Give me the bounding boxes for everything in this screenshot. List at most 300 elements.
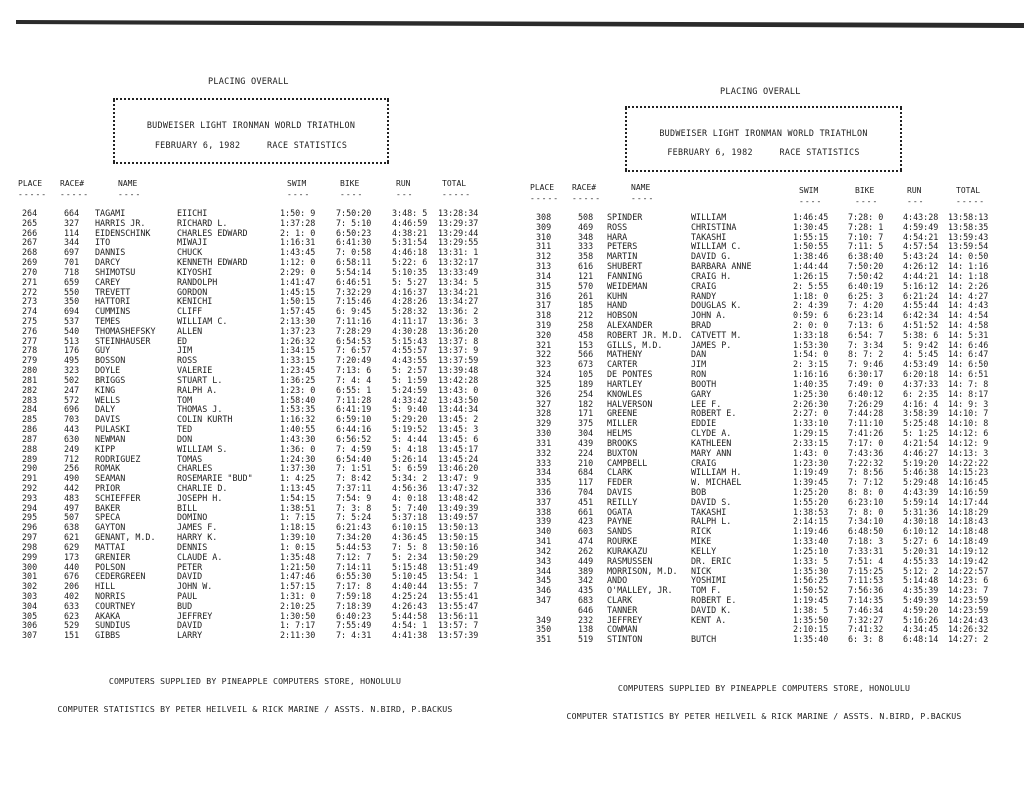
first-name: THOMAS J.	[177, 404, 223, 415]
run-time: 4: 0:18	[392, 492, 428, 503]
first-name: DAVID S.	[691, 496, 732, 507]
bike-time: 7: 4:31	[336, 630, 372, 641]
bike-time: 7:20:49	[336, 355, 372, 366]
swim-time: 1:25:20	[793, 486, 829, 497]
place: 272	[22, 286, 38, 297]
total-time: 14: 7: 8	[948, 378, 989, 389]
total-time: 13:55: 7	[438, 581, 479, 592]
first-name: LARRY	[177, 630, 203, 641]
first-name: STUART L.	[177, 374, 223, 385]
run-time: 7: 5: 8	[392, 541, 428, 552]
swim-time: 1:45:15	[280, 286, 316, 297]
bike-time: 7:32:29	[336, 286, 372, 297]
run-time: 5:19:52	[392, 424, 428, 435]
run-time: 5:38: 6	[903, 329, 939, 340]
run-time: 5: 7:40	[392, 502, 428, 513]
bike-time: 7:15:25	[848, 565, 884, 576]
bike-time: 7:50:42	[848, 270, 884, 281]
run-time: 4:59:20	[903, 604, 939, 615]
race-no: 206	[64, 581, 80, 592]
swim-time: 2: 3:15	[793, 359, 829, 370]
total-time: 14:12: 9	[948, 437, 989, 448]
last-name: RODRIGUEZ	[95, 453, 141, 464]
race-no: 661	[578, 506, 594, 517]
run-time: 5:44:58	[392, 610, 428, 621]
place: 320	[536, 329, 552, 340]
first-name: BUTCH	[691, 634, 717, 645]
bike-time: 6:40:23	[336, 610, 372, 621]
run-time: 5:46:38	[903, 467, 939, 478]
race-no: 537	[64, 316, 80, 327]
place: 324	[536, 369, 552, 380]
bike-time: 7:28: 0	[848, 212, 884, 222]
race-no: 508	[578, 212, 594, 222]
total-time: 13:46:20	[438, 463, 479, 474]
last-name: MILLER	[607, 418, 638, 429]
run-time: 4:46:18	[392, 247, 428, 258]
place: 281	[22, 374, 38, 385]
race-no: 483	[64, 492, 80, 503]
run-time: 4:16: 4	[903, 398, 939, 409]
last-name: DAVIS	[95, 414, 121, 425]
first-name: BOOTH	[691, 378, 717, 389]
last-name: JEFFREY	[607, 614, 643, 625]
last-name: DALY	[95, 404, 116, 415]
race-no: 249	[64, 443, 80, 454]
first-name: EIICHI	[177, 208, 208, 218]
placing-overall-title: PLACING OVERALL	[208, 77, 289, 87]
race-no: 703	[64, 414, 80, 425]
last-name: HATTORI	[95, 296, 131, 307]
total-time: 14:23: 6	[948, 575, 989, 586]
run-time: 4:21:54	[903, 437, 939, 448]
last-name: AKAKA	[95, 610, 121, 621]
place: 317	[536, 300, 552, 311]
place: 343	[536, 555, 552, 566]
race-name: BUDWEISER LIGHT IRONMAN WORLD TRIATHLON	[659, 128, 868, 138]
swim-time: 1:40:55	[280, 424, 316, 435]
first-name: RON	[691, 369, 707, 380]
place: 332	[536, 447, 552, 458]
total-time: 14: 0:50	[948, 251, 989, 262]
first-name: DON	[177, 433, 193, 444]
place: 336	[536, 486, 552, 497]
total-time: 13:37: 9	[438, 345, 479, 356]
last-name: HARA	[607, 231, 628, 242]
place: 341	[536, 536, 552, 547]
last-name: SCHIEFFER	[95, 492, 141, 503]
swim-time: 2:10:25	[280, 600, 316, 611]
last-name: BOSSON	[95, 355, 126, 366]
total-time: 13:36: 2	[438, 306, 479, 317]
run-time: 4:16:37	[392, 286, 428, 297]
last-name: ROSS	[607, 221, 628, 232]
bike-time: 7:11:10	[848, 418, 884, 429]
race-no: 261	[578, 290, 594, 301]
bike-time: 7: 9:46	[848, 359, 884, 370]
run-time: 5:16:26	[903, 614, 939, 625]
total-time: 13:51:49	[438, 561, 479, 572]
race-no: 502	[64, 374, 80, 385]
bike-time: 6:59:10	[336, 414, 372, 425]
swim-time: 2: 5:55	[793, 280, 829, 291]
race-no: 185	[578, 300, 594, 311]
first-name: WILLIAM H.	[691, 467, 742, 478]
run-time: 4: 5:45	[903, 349, 939, 360]
swim-time: 1:35:40	[793, 634, 829, 645]
run-time: 5:10:35	[392, 266, 428, 277]
first-name: BRAD	[691, 320, 712, 331]
last-name: TREVETT	[95, 286, 131, 297]
last-name: STEINHAUSER	[95, 335, 151, 346]
swim-time: 1:54: 0	[793, 349, 829, 360]
race-no: 474	[578, 536, 594, 547]
race-no: 375	[578, 418, 594, 429]
swim-time: 1:37:30	[280, 463, 316, 474]
total-time: 13:55:47	[438, 600, 479, 611]
run-time: 4:55:57	[392, 345, 428, 356]
total-time: 14: 4:54	[948, 310, 989, 321]
swim-time: 1:38: 5	[793, 604, 829, 615]
race-no: 697	[64, 247, 80, 258]
run-time: 5:27: 6	[903, 536, 939, 547]
run-time: 6:48:14	[903, 634, 939, 645]
bike-time: 7:12: 7	[336, 551, 372, 562]
place: 298	[22, 541, 38, 552]
run-time: 5:31:54	[392, 237, 428, 248]
run-time: 4:46:27	[903, 447, 939, 458]
total-time: 14: 1:18	[948, 270, 989, 281]
bike-time: 7: 8: 0	[848, 506, 884, 517]
place: 301	[22, 571, 38, 582]
place: 287	[22, 433, 38, 444]
run-time: 5: 2:57	[392, 365, 428, 376]
swim-time: 1:25:10	[793, 545, 829, 556]
race-no: 712	[64, 453, 80, 464]
run-time: 4:34:45	[903, 624, 939, 635]
bike-time: 6:55: 1	[336, 384, 372, 395]
race-no: 440	[64, 561, 80, 572]
race-no: 348	[578, 231, 594, 242]
last-name: CUMMINS	[95, 306, 131, 317]
first-name: ROSEMARIE "BUD"	[177, 473, 253, 484]
swim-time: 1:43:45	[280, 247, 316, 258]
run-time: 5: 1:59	[392, 374, 428, 385]
first-name: RANDOLPH	[177, 276, 218, 287]
total-time: 14:19:42	[948, 555, 989, 566]
bike-time: 6:40:12	[848, 388, 884, 399]
swim-time: 1:16:16	[793, 369, 829, 380]
place: 350	[536, 624, 552, 635]
swim-time: 1:24:30	[280, 453, 316, 464]
place: 285	[22, 414, 38, 425]
total-time: 14:18:49	[948, 536, 989, 547]
place: 321	[536, 339, 552, 350]
last-name: BRIGGS	[95, 374, 126, 385]
first-name: DAVID	[177, 571, 203, 582]
swim-time: 2:27: 0	[793, 408, 829, 419]
race-no: 176	[64, 345, 80, 356]
last-name: BAKER	[95, 502, 121, 513]
first-name: DAVID G.	[691, 251, 732, 262]
place: 322	[536, 349, 552, 360]
place: 300	[22, 561, 38, 572]
swim-time: 2:33:15	[793, 437, 829, 448]
place: 337	[536, 496, 552, 507]
total-time: 13:56:11	[438, 610, 479, 621]
last-name: DAVIS	[607, 486, 633, 497]
bike-time: 6:30:17	[848, 369, 884, 380]
first-name: DENNIS	[177, 541, 208, 552]
run-time: 4:59:49	[903, 221, 939, 232]
total-time: 13:59:43	[948, 231, 989, 242]
bike-time: 7:15:46	[336, 296, 372, 307]
place: 331	[536, 437, 552, 448]
place: 312	[536, 251, 552, 262]
race-no: 342	[578, 575, 594, 586]
swim-time: 1:29:15	[793, 428, 829, 439]
run-time: 5:37:18	[392, 512, 428, 523]
bike-time: 7: 4:59	[336, 443, 372, 454]
run-time: 4:26:43	[392, 600, 428, 611]
bike-time: 7: 7:12	[848, 477, 884, 488]
run-time: 5:49:39	[903, 594, 939, 605]
first-name: KENT A.	[691, 614, 727, 625]
race-no: 327	[64, 217, 80, 228]
total-time: 13:29:44	[438, 227, 479, 238]
run-time: 4:56:36	[392, 482, 428, 493]
bike-time: 7: 5:24	[336, 512, 372, 523]
race-no: 435	[578, 585, 594, 596]
place: 270	[22, 266, 38, 277]
bike-time: 6:58:11	[336, 257, 372, 268]
bike-time: 7: 1:51	[336, 463, 372, 474]
place: 335	[536, 477, 552, 488]
total-time: 14:12: 6	[948, 428, 989, 439]
total-time: 14:23:59	[948, 594, 989, 605]
last-name: ANDO	[607, 575, 628, 586]
run-time: 5: 9:42	[903, 339, 939, 350]
total-time: 13:58:13	[948, 212, 989, 222]
run-time: 6:10:15	[392, 522, 428, 533]
bike-time: 7:11:16	[336, 316, 372, 327]
run-time: 6:42:34	[903, 310, 939, 321]
swim-time: 1:30:50	[280, 610, 316, 621]
bike-time: 7:56:36	[848, 585, 884, 596]
bike-time: 7:11:53	[848, 575, 884, 586]
last-name: MATTAI	[95, 541, 126, 552]
first-name: WILLIAM S.	[177, 443, 228, 454]
last-name: DARCY	[95, 257, 121, 268]
bike-time: 8: 7: 2	[848, 349, 884, 360]
swim-time: 2:10:15	[793, 624, 829, 635]
total-time: 14: 8:17	[948, 388, 989, 399]
race-no: 630	[64, 433, 80, 444]
race-no: 256	[64, 463, 80, 474]
last-name: SUNDIUS	[95, 620, 131, 631]
bike-time: 5:44:53	[336, 541, 372, 552]
first-name: YOSHIMI	[691, 575, 727, 586]
race-no: 105	[578, 369, 594, 380]
total-time: 13:50:29	[438, 551, 479, 562]
swim-time: 1:55:20	[793, 496, 829, 507]
bike-time: 7: 8:42	[336, 473, 372, 484]
first-name: TOMAS	[177, 453, 203, 464]
first-name: JAMES P.	[691, 339, 732, 350]
place: 318	[536, 310, 552, 321]
swim-time: 1:21:50	[280, 561, 316, 572]
swim-time: 1:34:15	[280, 345, 316, 356]
last-name: MORRISON, M.D.	[607, 565, 678, 576]
swim-time: 1:16:32	[280, 414, 316, 425]
first-name: TAKASHI	[691, 506, 727, 517]
run-time: 4:46:59	[392, 217, 428, 228]
bike-time: 7: 3:34	[848, 339, 884, 350]
last-name: COWMAN	[607, 624, 638, 635]
first-name: KIYOSHI	[177, 266, 213, 277]
run-time: 5: 2:34	[392, 551, 428, 562]
last-name: KUHN	[607, 290, 628, 301]
bike-time: 7:17: 0	[848, 437, 884, 448]
swim-time: 1:33:18	[793, 329, 829, 340]
total-time: 14: 6:47	[948, 349, 989, 360]
place: 265	[22, 217, 38, 228]
place: 278	[22, 345, 38, 356]
swim-time: 1:41:47	[280, 276, 316, 287]
total-time: 14: 4:43	[948, 300, 989, 311]
footer-credits: COMPUTERS SUPPLIED BY PINEAPPLE COMPUTERS STORE, HONOLULU COMPUTER STATISTICS BY PETER HEILVEIL & RICK MARINE / ASSTS. N.BIRD, P.BACKUS	[566, 683, 962, 721]
total-time: 14:16:45	[948, 477, 989, 488]
first-name: CRAIG	[691, 457, 717, 468]
run-time: 4:30:18	[903, 516, 939, 527]
total-time: 14: 4:27	[948, 290, 989, 301]
place: 291	[22, 473, 38, 484]
first-name: RANDY	[691, 290, 717, 301]
first-name: WILLIAM	[691, 212, 727, 222]
race-no: 114	[64, 227, 80, 238]
swim-time: 0:59: 6	[793, 310, 829, 321]
first-name: DAN	[691, 349, 707, 360]
swim-time: 1:46:45	[793, 212, 829, 222]
run-time: 5: 4:18	[392, 443, 428, 454]
place: 286	[22, 424, 38, 435]
bike-time: 6:54:53	[336, 335, 372, 346]
total-time: 13:50:13	[438, 522, 479, 533]
race-no: 701	[64, 257, 80, 268]
last-name: HOBSON	[607, 310, 638, 321]
first-name: GARY	[691, 388, 712, 399]
last-name: WEIDEMAN	[607, 280, 648, 291]
total-time: 14:17:44	[948, 496, 989, 507]
swim-time: 2:13:30	[280, 316, 316, 327]
total-time: 14:22:22	[948, 457, 989, 468]
race-no: 683	[578, 594, 594, 605]
swim-time: 1:33:10	[793, 418, 829, 429]
first-name: CLIFF	[177, 306, 203, 317]
race-no: 182	[578, 398, 594, 409]
swim-time: 2: 0: 0	[793, 320, 829, 331]
place: 342	[536, 545, 552, 556]
place: 333	[536, 457, 552, 468]
total-time: 13:42:28	[438, 374, 479, 385]
place: 346	[536, 585, 552, 596]
swim-time: 1:35:48	[280, 551, 316, 562]
run-time: 4:54:21	[903, 231, 939, 242]
first-name: CLAUDE A.	[177, 551, 223, 562]
first-name: TAKASHI	[691, 231, 727, 242]
header-total: TOTAL -----	[956, 186, 986, 206]
total-time: 13:37: 8	[438, 335, 479, 346]
bike-time: 7:18:39	[336, 600, 372, 611]
place: 314	[536, 270, 552, 281]
bike-time: 7:13: 6	[336, 365, 372, 376]
swim-time: 1: 7:17	[280, 620, 316, 631]
run-time: 6:20:18	[903, 369, 939, 380]
place: 329	[536, 418, 552, 429]
first-name: KELLY	[691, 545, 717, 556]
bike-time: 6:23:10	[848, 496, 884, 507]
place: 269	[22, 257, 38, 268]
run-time: 5:29:48	[903, 477, 939, 488]
last-name: GIBBS	[95, 630, 121, 641]
run-time: 5:43:24	[903, 251, 939, 262]
race-date-subtitle: FEBRUARY 6, 1982 RACE STATISTICS	[667, 147, 860, 157]
race-no: 659	[64, 276, 80, 287]
place: 304	[22, 600, 38, 611]
bike-time: 7: 4:20	[848, 300, 884, 311]
swim-time: 1:39:45	[793, 477, 829, 488]
first-name: BARBARA ANNE	[691, 261, 752, 272]
place: 340	[536, 526, 552, 537]
placing-overall-title: PLACING OVERALL	[720, 87, 801, 97]
swim-time: 1:50:15	[280, 296, 316, 307]
race-no: 254	[578, 388, 594, 399]
last-name: DOYLE	[95, 365, 121, 376]
place: 338	[536, 506, 552, 517]
run-time: 4:40:44	[392, 581, 428, 592]
last-name: FANNING	[607, 270, 643, 281]
total-time: 13:31: 1	[438, 247, 479, 258]
race-no: 490	[64, 473, 80, 484]
last-name: STINTON	[607, 634, 643, 645]
first-name: COLIN KURTH	[177, 414, 233, 425]
swim-time: 1: 0:15	[280, 541, 316, 552]
first-name: JOHN A.	[691, 310, 727, 321]
race-no: 173	[64, 551, 80, 562]
header-place: PLACE -----	[530, 183, 560, 203]
first-name: DOMINO	[177, 512, 208, 523]
place: 264	[22, 208, 38, 218]
place: 283	[22, 394, 38, 405]
first-name: JOSEPH H.	[177, 492, 223, 503]
last-name: PAYNE	[607, 516, 633, 527]
race-no: 333	[578, 241, 594, 252]
bike-time: 6:55:30	[336, 571, 372, 582]
swim-time: 1:19:45	[793, 594, 829, 605]
place: 330	[536, 428, 552, 439]
race-no: 189	[578, 378, 594, 389]
first-name: KATHLEEN	[691, 437, 732, 448]
bike-time: 7:11:28	[336, 394, 372, 405]
race-no: 304	[578, 428, 594, 439]
total-time: 14:23:59	[948, 604, 989, 615]
last-name: THOMASHEFSKY	[95, 325, 156, 336]
swim-time: 1:44:44	[793, 261, 829, 272]
bike-time: 7:28:29	[336, 325, 372, 336]
first-name: RALPH A.	[177, 384, 218, 395]
run-time: 5:16:12	[903, 280, 939, 291]
header-total: TOTAL -----	[442, 179, 472, 199]
